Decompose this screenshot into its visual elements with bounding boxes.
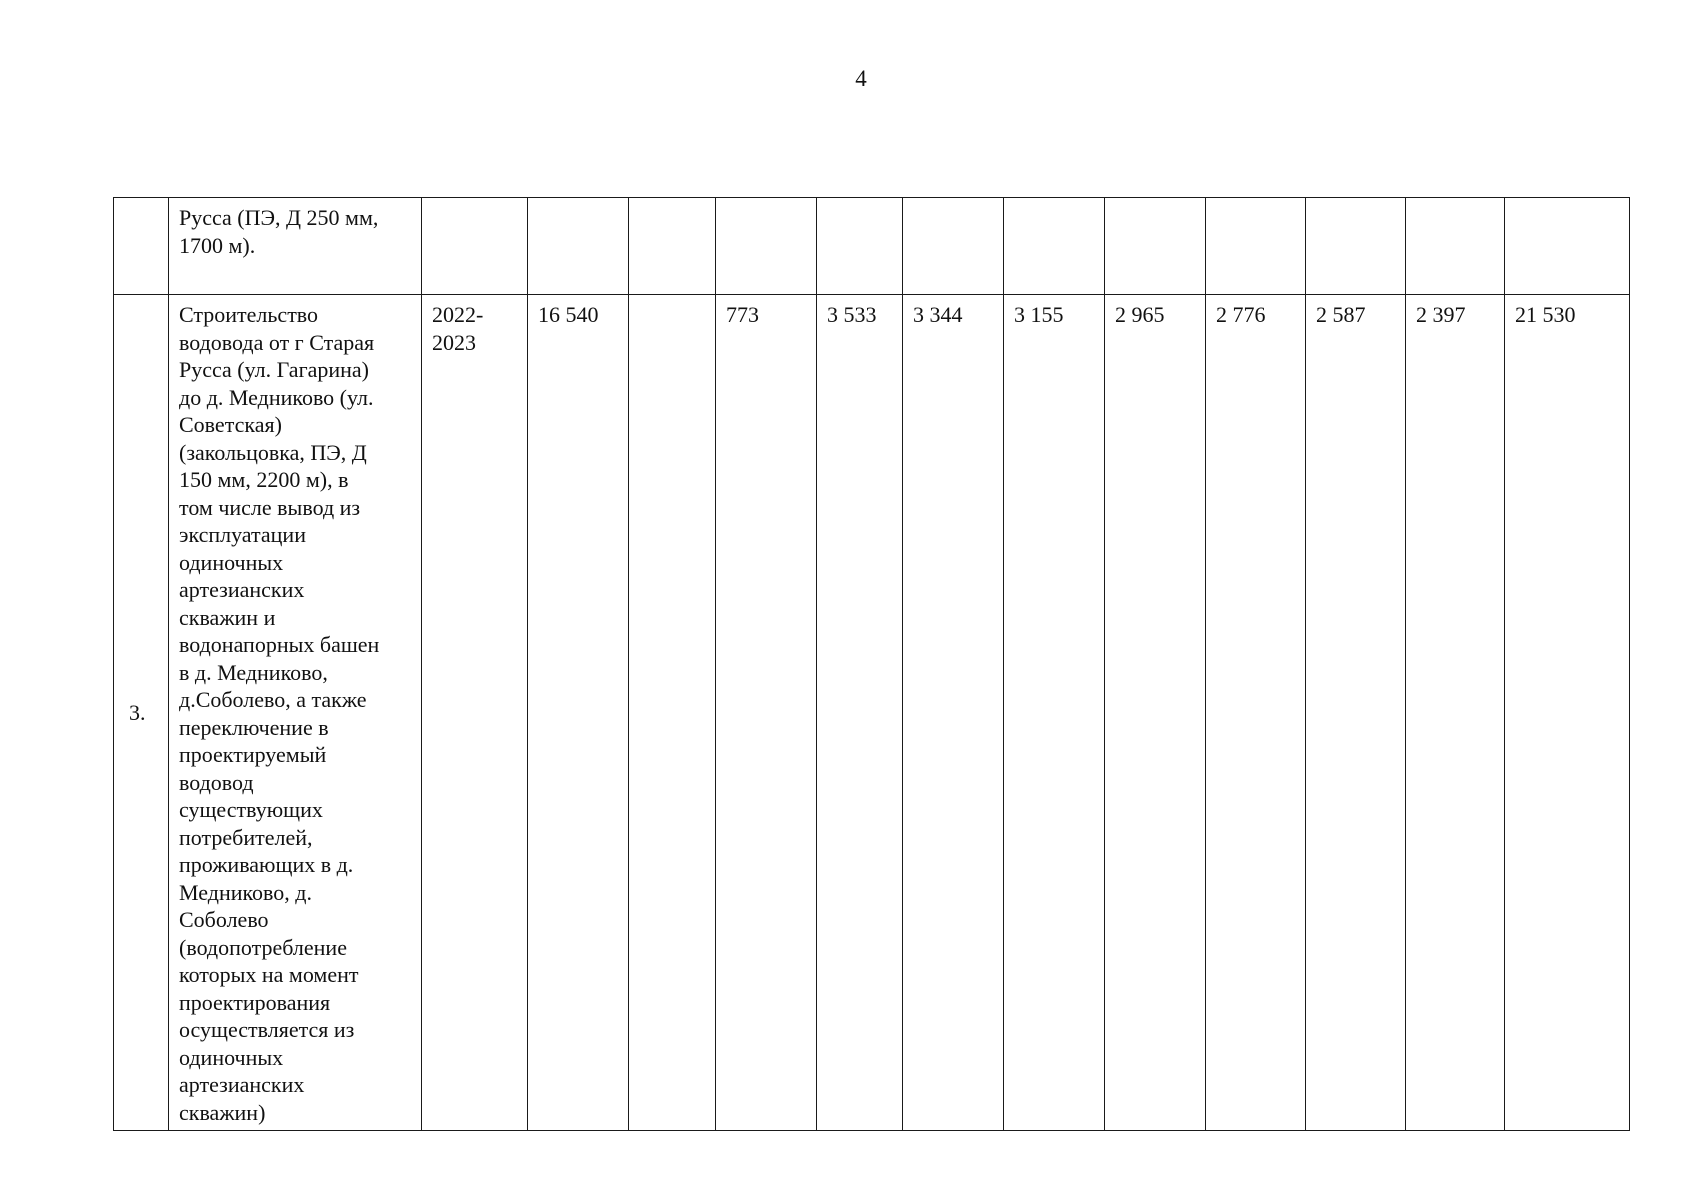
description-cell xyxy=(169,295,422,1131)
value-cell xyxy=(629,198,716,295)
value-cell: 3 344 xyxy=(903,295,1004,1131)
description-cell xyxy=(169,198,422,295)
value-cell xyxy=(629,295,716,1131)
description-text: Строительство водовода от г Старая Русса (ул. Гагарина) до д. Медниково (ул. Советская) (закольцовка, ПЭ, Д 150 мм, 2200 м), в том числе вывод из эксплуатации одиночных артезианских скважин и водонапорных башен в д. Медниково, д.Соболево, а также переключение в проектируемый водовод существующих потребителей, проживающих в д. Медниково, д. Соболево (водопотребление которых на момент проектирования осуществляется из одиночных артезианских скважин) xyxy=(179,302,380,1125)
value-cell xyxy=(817,198,903,295)
value-cell: 2 965 xyxy=(1105,295,1206,1131)
investment-program-table xyxy=(113,197,1630,1131)
table-row-item-3 xyxy=(114,295,1630,1131)
page-number: 4 xyxy=(855,66,867,91)
value-cell: 2 587 xyxy=(1306,295,1406,1131)
table-row-continuation xyxy=(114,198,1630,295)
period-text: 2022- 2023 xyxy=(432,302,484,355)
value-cell xyxy=(1306,198,1406,295)
row-number-cell: 3. xyxy=(114,295,169,1131)
value-cell: 3 155 xyxy=(1004,295,1105,1131)
value-cell xyxy=(1105,198,1206,295)
value-cell: 21 530 xyxy=(1505,295,1630,1131)
value-cell: 773 xyxy=(716,295,817,1131)
value-cell xyxy=(1004,198,1105,295)
description-text: Русса (ПЭ, Д 250 мм, 1700 м). xyxy=(179,205,379,258)
period-cell xyxy=(422,295,528,1131)
value-cell xyxy=(528,198,629,295)
value-cell: 2 397 xyxy=(1406,295,1505,1131)
value-cell: 2 776 xyxy=(1206,295,1306,1131)
value-cell xyxy=(716,198,817,295)
value-cell: 3 533 xyxy=(817,295,903,1131)
row-number-cell xyxy=(114,198,169,295)
value-cell: 16 540 xyxy=(528,295,629,1131)
value-cell xyxy=(1505,198,1630,295)
value-cell xyxy=(903,198,1004,295)
value-cell xyxy=(1406,198,1505,295)
value-cell xyxy=(1206,198,1306,295)
period-cell xyxy=(422,198,528,295)
